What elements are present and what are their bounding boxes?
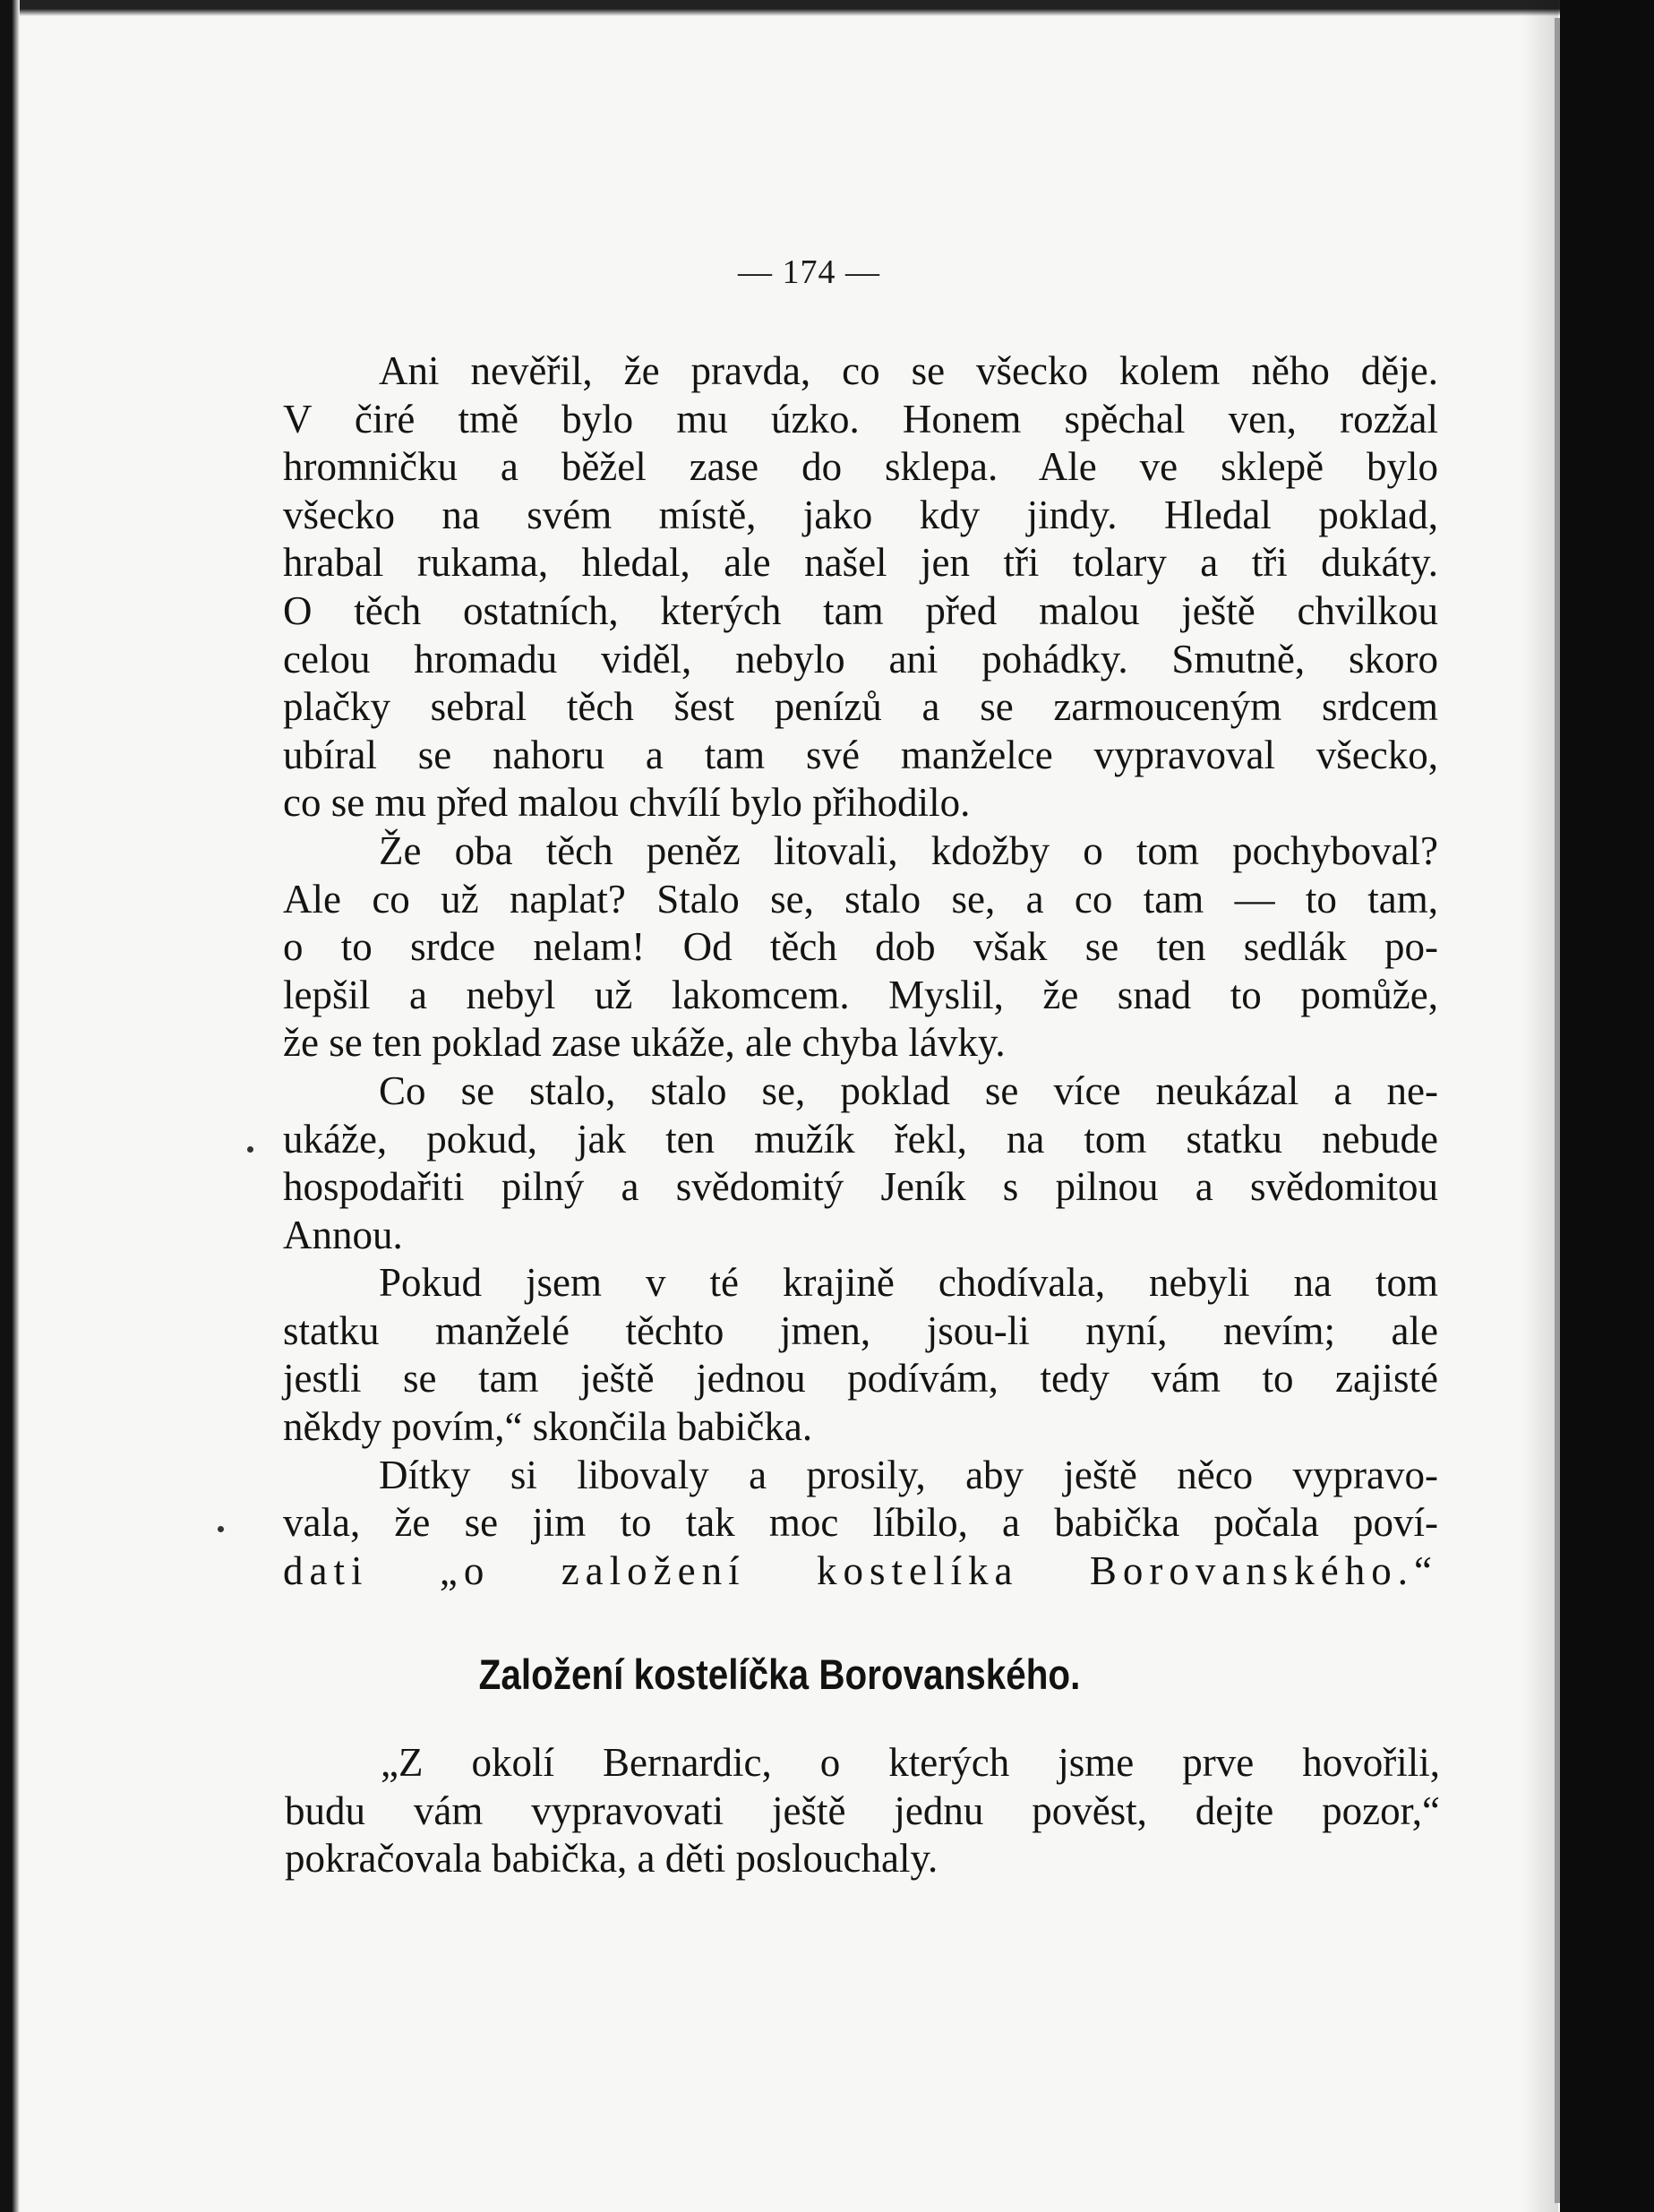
scan-edge-right bbox=[1560, 0, 1654, 2212]
text-line: lepšil a nebyl už lakomcem. Myslil, že snad to pomůže, bbox=[283, 972, 1438, 1017]
scan-edge-left bbox=[0, 0, 20, 2212]
text-line: jestli se tam ještě jednou podívám, tedy vám to zajisté bbox=[283, 1356, 1438, 1402]
text-line: statku manželé těchto jmen, jsou-li nyní, nevím; ale bbox=[283, 1307, 1438, 1353]
text-line: Annou. bbox=[283, 1212, 403, 1257]
text-line: Pokud jsem v té krajině chodívala, nebyli na tom bbox=[379, 1260, 1438, 1306]
text-line: ubíral se nahoru a tam své manželce vypravoval všecko, bbox=[283, 732, 1438, 777]
gutter-shadow bbox=[1522, 0, 1558, 2212]
body-text-section-2 bbox=[285, 1739, 1440, 1883]
text-line: hrabal rukama, hledal, ale našel jen tři tolary a tři dukáty. bbox=[283, 540, 1438, 586]
page-number: — 174 — bbox=[738, 253, 880, 291]
text-line: V čiré tmě bylo mu úzko. Honem spěchal ven, rozžal bbox=[283, 396, 1438, 442]
text-line: o to srdce nelam! Od těch dob však se ten sedlák po- bbox=[283, 924, 1438, 970]
text-line: „Z okolí Bernardic, o kterých jsme prve hovořili, bbox=[381, 1740, 1440, 1785]
text-line: někdy povím,“ skončila babička. bbox=[283, 1404, 813, 1450]
text-line: pokračovala babička, a děti poslouchaly. bbox=[285, 1836, 938, 1882]
text-line: Ani nevěřil, že pravda, co se všecko kolem něho děje. bbox=[379, 348, 1438, 393]
text-line: vala, že se jim to tak moc líbilo, a babička počala poví- bbox=[283, 1500, 1438, 1546]
section-heading: Založení kostelíčka Borovanského. bbox=[478, 1650, 1081, 1698]
text-line: O těch ostatních, kterých tam před malou ještě chvilkou bbox=[283, 587, 1438, 633]
text-line: že se ten poklad zase ukáže, ale chyba lávky. bbox=[283, 1020, 1006, 1066]
text-line: hospodařiti pilný a svědomitý Jeník s pilnou a svědomitou bbox=[283, 1164, 1438, 1210]
text-line: celou hromadu viděl, nebylo ani pohádky. Smutně, skoro bbox=[283, 636, 1438, 682]
print-speck bbox=[218, 1526, 224, 1532]
scan-edge-top bbox=[0, 0, 1654, 16]
text-line: ukáže, pokud, jak ten mužík řekl, na tom statku nebude bbox=[283, 1116, 1438, 1162]
text-line: plačky sebral těch šest penízů a se zarmouceným srdcem bbox=[283, 684, 1438, 730]
body-text-section-1 bbox=[283, 347, 1438, 1595]
text-line: Že oba těch peněz litovali, kdožby o tom pochyboval? bbox=[379, 827, 1438, 873]
text-line: budu vám vypravovati ještě jednu pověst, dejte pozor,“ bbox=[285, 1788, 1440, 1833]
print-speck bbox=[247, 1146, 253, 1153]
text-line: Ale co už naplat? Stalo se, stalo se, a co tam — to tam, bbox=[283, 876, 1438, 922]
text-line: hromničku a běžel zase do sklepa. Ale ve sklepě bylo bbox=[283, 444, 1438, 490]
text-line: všecko na svém místě, jako kdy jindy. Hledal poklad, bbox=[283, 492, 1438, 537]
text-line: Dítky si libovaly a prosily, aby ještě něco vypravo- bbox=[379, 1452, 1438, 1497]
text-line: co se mu před malou chvílí bylo přihodilo. bbox=[283, 780, 971, 826]
text-line: dati „o založení kostelíka Borovanského.“ bbox=[283, 1548, 1438, 1593]
text-line: Co se stalo, stalo se, poklad se více neukázal a ne- bbox=[379, 1067, 1438, 1113]
